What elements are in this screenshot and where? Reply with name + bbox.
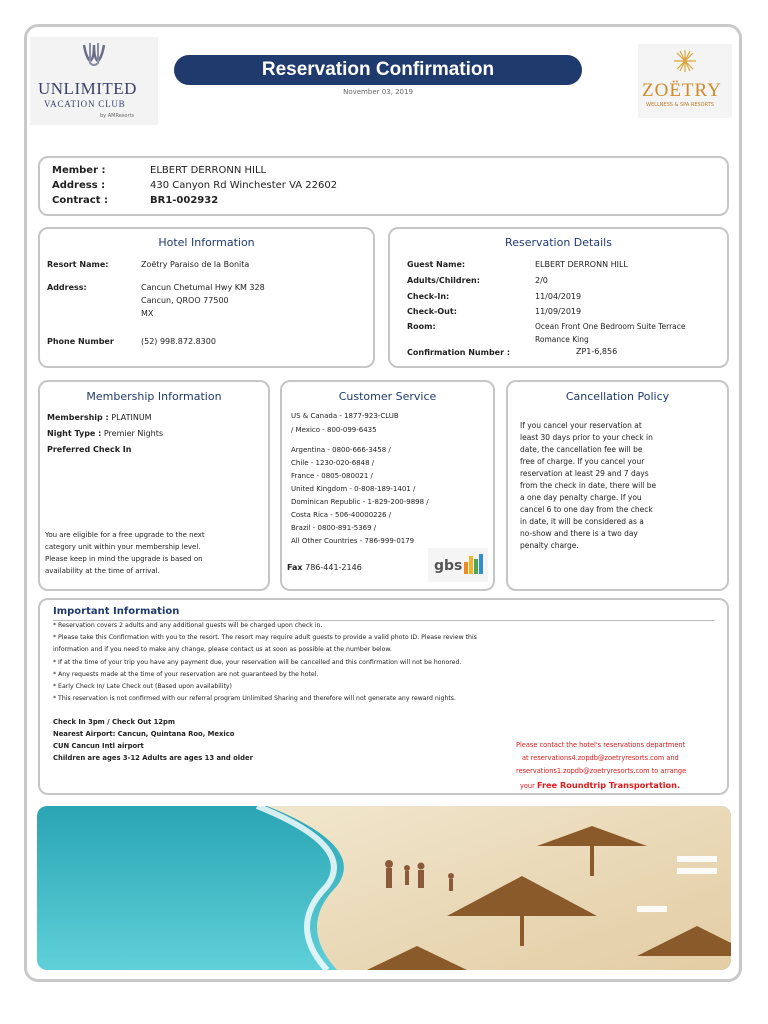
phone-number-value: (52) 998.872.8300	[141, 337, 216, 346]
important-information-box	[38, 598, 729, 795]
check-out-label: Check-Out:	[407, 307, 457, 316]
room-value-line1: Ocean Front One Bedroom Suite Terrace	[535, 322, 686, 331]
important-line: * This reservation is not confirmed with our referral program Unlimited Sharing and therefore will not generate any reward nights.	[53, 695, 456, 702]
country-phone: All Other Countries - 786-999-0179	[291, 537, 415, 545]
cancellation-line: in date, it will be considered as a	[520, 517, 644, 526]
transport-note-line: at reservations4.zopdb@zoetryresorts.com and	[522, 754, 679, 762]
cancellation-policy-title: Cancellation Policy	[565, 390, 670, 403]
cancellation-policy-box	[506, 380, 729, 591]
contract-label: Contract :	[52, 195, 108, 206]
country-phone: Brazil - 0800-891-5369 /	[291, 524, 377, 532]
upgrade-note-line: availability at the time of arrival.	[45, 567, 160, 575]
hotel-information-title: Hotel Information	[158, 236, 255, 249]
logo-vacation-club-text: VACATION CLUB	[44, 99, 126, 109]
cancellation-line: If you cancel your reservation at	[520, 421, 642, 430]
cancellation-line: date, the cancellation fee will be	[520, 445, 643, 454]
night-type-row	[47, 429, 163, 438]
cancellation-line: no-show and there is a two day	[520, 529, 638, 538]
upgrade-note-line: category unit within your membership level.	[45, 543, 201, 551]
hotel-address-label: Address:	[47, 283, 87, 292]
membership-value: PLATINUM	[111, 413, 152, 422]
cancellation-line: reservation at least 29 and 7 days	[520, 469, 649, 478]
important-line: * If at the time of your trip you have any payment due, your reservation will be cancelled and this confirmation will not be honored.	[53, 659, 462, 666]
resort-name-label: Resort Name:	[47, 260, 109, 269]
confirmation-number-value: ZP1-6,856	[576, 347, 618, 356]
age-policy: Children are ages 3-12 Adults are ages 13 and older	[53, 754, 253, 762]
upgrade-note-line: Please keep in mind the upgrade is based on	[45, 555, 203, 563]
check-in-label: Check-In:	[407, 292, 450, 301]
customer-service-title: Customer Service	[338, 390, 437, 403]
document-date: November 03, 2019	[343, 88, 413, 96]
country-phone: Costa Rica - 506-40000226 /	[291, 511, 392, 519]
fax-row	[287, 563, 362, 572]
title-underline	[53, 620, 715, 621]
country-phone: Argentina - 0800-666-3458 /	[291, 446, 391, 454]
fax-label: Fax	[287, 563, 303, 572]
transport-prefix: your	[520, 782, 535, 790]
guest-name-value: ELBERT DERRONN HILL	[535, 260, 628, 269]
hotel-address-line1: Cancun Chetumal Hwy KM 328	[141, 283, 265, 292]
guest-name-label: Guest Name:	[407, 260, 466, 269]
cancellation-line: penalty charge.	[520, 541, 579, 550]
logo-unlimited-text: UNLIMITED	[38, 79, 137, 98]
logo-zoetry-text: ZOËTRY	[642, 80, 722, 101]
important-line: * Reservation covers 2 adults and any additional guests will be charged upon check in.	[53, 622, 323, 629]
reservation-details-box	[388, 227, 729, 368]
sunburst-icon	[638, 44, 732, 84]
night-type-value: Premier Nights	[103, 429, 164, 438]
member-box	[38, 156, 729, 216]
important-line: * Any requests made at the time of your reservation are not guaranteed by the hotel.	[53, 671, 319, 678]
member-value: ELBERT DERRONN HILL	[150, 165, 267, 176]
fax-value: 786-441-2146	[305, 563, 362, 572]
membership-information-box	[38, 380, 270, 591]
us-canada-phone: US & Canada - 1877-923-CLUB	[291, 412, 399, 420]
hotel-address-line3: MX	[141, 309, 154, 318]
phone-number-label: Phone Number	[47, 337, 114, 346]
country-phone: United Kingdom - 0-808-189-1401 /	[291, 485, 416, 493]
confirmation-number-label: Confirmation Number :	[407, 348, 511, 357]
preferred-check-in-label: Preferred Check In	[47, 445, 132, 454]
adults-children-label: Adults/Children:	[407, 276, 480, 285]
transport-note-line: reservations1.zopdb@zoetryresorts.com to arrange	[516, 767, 687, 775]
free-roundtrip-transportation: Free Roundtrip Transportation.	[536, 780, 681, 790]
cancellation-line: a one day penalty charge. If you	[520, 493, 642, 502]
customer-service-box	[280, 380, 495, 591]
transport-note-last-line	[520, 780, 680, 790]
adults-children-value: 2/0	[535, 276, 548, 285]
upgrade-note-line: You are eligible for a free upgrade to the next	[45, 531, 205, 539]
country-phone: Chile - 1230-020-6848 /	[291, 459, 375, 467]
address-label: Address :	[52, 180, 106, 191]
check-in-out-times: Check In 3pm / Check Out 12pm	[53, 718, 175, 726]
resort-name-value: Zoëtry Paraiso de la Bonita	[141, 260, 250, 269]
gbs-logo-text: gbs	[434, 558, 463, 574]
country-phone: France - 0805-080021 /	[291, 472, 373, 480]
check-out-value: 11/09/2019	[535, 307, 582, 316]
room-label: Room:	[407, 322, 436, 331]
night-type-label: Night Type :	[47, 429, 102, 438]
bar-chart-icon	[464, 552, 484, 574]
mexico-phone: / Mexico - 800-099-6435	[291, 426, 377, 434]
important-line: * Please take this Confirmation with you to the resort. The resort may require adult guests to provide a valid photo ID. Please review this	[53, 634, 477, 641]
important-line: information and if you need to make any change, please contact us at soon as possible at the number below.	[53, 646, 392, 653]
cancellation-line: free of charge. If you cancel your	[520, 457, 645, 466]
cancellation-line: from the check in date, there will be	[520, 481, 657, 490]
zoetry-logo	[638, 44, 732, 118]
unlimited-vacation-club-logo	[30, 37, 158, 125]
important-line: * Early Check In/ Late Check out (Based upon availability)	[53, 683, 232, 690]
cancellation-line: cancel 6 to one day from the check	[520, 505, 653, 514]
check-in-value: 11/04/2019	[535, 292, 582, 301]
airport-code: CUN Cancun Intl airport	[53, 742, 144, 750]
important-information-title: Important Information	[53, 606, 180, 617]
membership-row	[47, 413, 152, 422]
cancellation-line: least 30 days prior to your check in	[520, 433, 653, 442]
address-value: 430 Canyon Rd Winchester VA 22602	[150, 180, 338, 191]
gbs-logo	[428, 548, 488, 582]
reservation-details-title: Reservation Details	[505, 236, 612, 249]
page-title: Reservation Confirmation	[174, 55, 582, 85]
beach-banner-image	[37, 806, 731, 970]
logo-wellness-text: WELLNESS & SPA RESORTS	[646, 102, 714, 108]
room-value-line2: Romance King	[535, 335, 589, 344]
hotel-information-box	[38, 227, 375, 368]
contract-value: BR1-002932	[150, 195, 219, 206]
membership-label: Membership :	[47, 413, 109, 422]
hotel-address-line2: Cancun, QROO 77500	[141, 296, 229, 305]
membership-information-title: Membership Information	[86, 390, 222, 403]
transport-note-line: Please contact the hotel's reservations department	[516, 741, 686, 749]
nearest-airport: Nearest Airport: Cancun, Quintana Roo, Mexico	[53, 730, 235, 738]
logo-amresorts-text: by AMResorts	[100, 113, 135, 119]
country-phone: Dominican Republic - 1-829-200-9898 /	[291, 498, 429, 506]
member-label: Member :	[52, 165, 106, 176]
